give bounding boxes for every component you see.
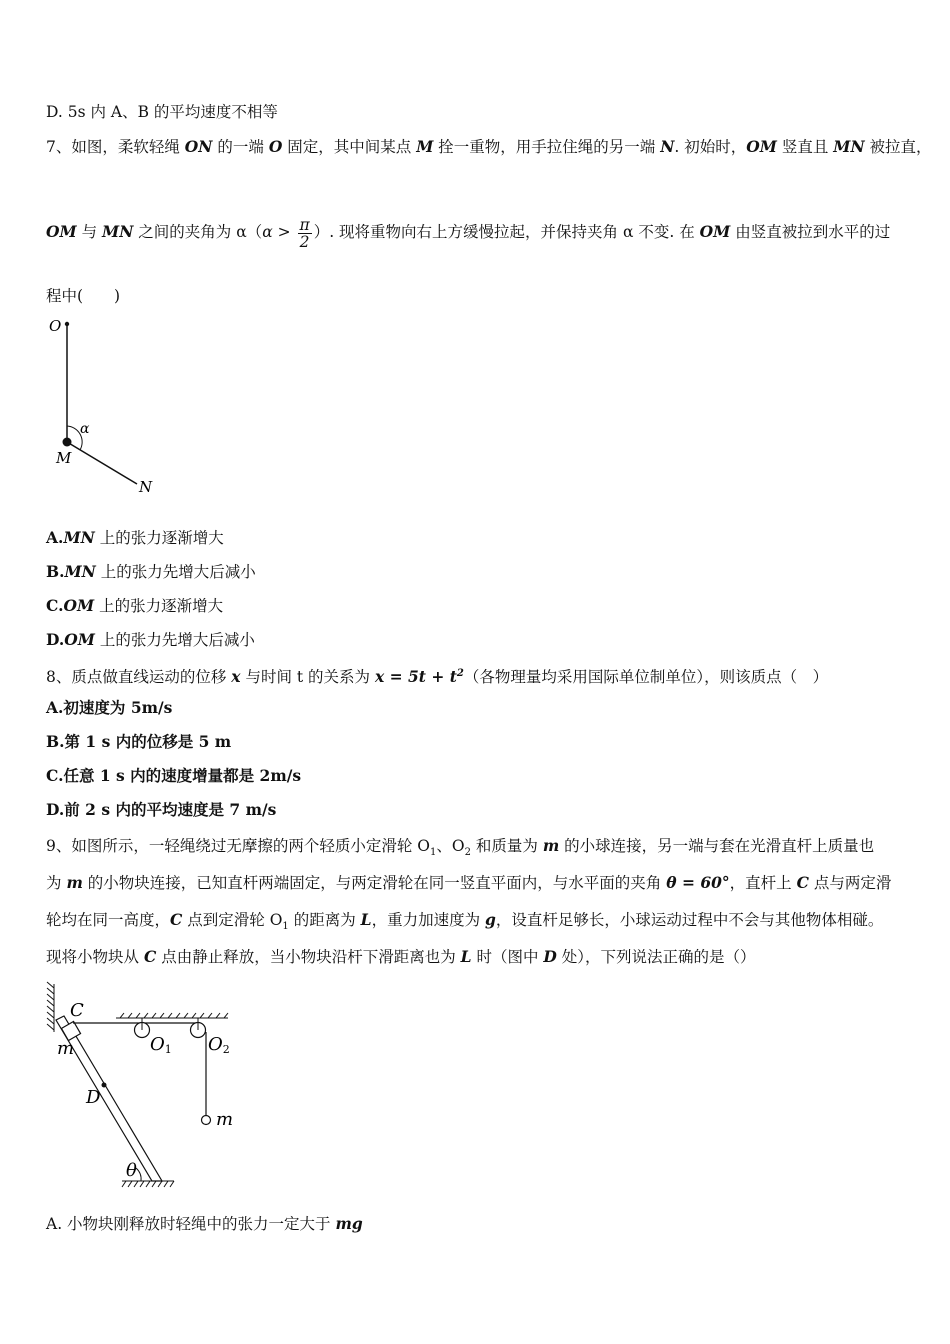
text: 固定，其中间某点 [282,138,417,156]
option-var: OM [64,630,95,649]
option-text: 上的张力先增大后减小 [94,631,255,649]
var-d: D [543,947,557,966]
text: 7、如图，柔软轻绳 [46,138,185,156]
text: 9、如图所示，一轻绳绕过无摩擦的两个轻质小定滑轮 O [46,837,430,855]
var-l: L [460,947,472,966]
q8-option-d [46,800,276,820]
var-c: C [170,910,183,929]
text: 时（图中 [471,948,544,966]
text: 点到定滑轮 O [182,911,283,929]
var-l: L [360,910,372,929]
label-theta: θ [126,1160,137,1181]
q8-option-b [46,732,231,752]
label-c: C [70,1000,84,1021]
q8-stem [46,664,828,687]
var-m: m [542,836,560,855]
var-theta: θ = 60° [666,873,730,892]
q9-figure [40,980,240,1195]
option-key: B. [46,562,65,581]
var-m: M [416,137,434,156]
var-g: g [485,910,496,929]
text: ，设直杆足够长，小球运动过程中不会与其他物体相碰。 [495,911,884,929]
label-o1-letter: O [150,1034,165,1055]
ceiling-hatch [116,1013,228,1018]
var-mn: MN [102,222,134,241]
text: 竖直且 [776,138,834,156]
text: 、O [436,837,465,855]
label-o2 [208,1034,230,1056]
option-text: 上的张力逐渐增大 [94,529,224,547]
option-var: MN [64,562,96,581]
ball-m [202,1116,211,1125]
var-alpha: α [262,223,273,241]
label-m-ball: m [216,1109,234,1130]
label-o1 [150,1034,172,1056]
q7-option-d [46,630,255,650]
sub: 2 [464,847,471,859]
text: 的小物块连接，已知直杆两端固定，与两定滑轮在同一竖直平面内，与水平面的夹角 [82,874,667,892]
label-alpha: α [80,421,90,437]
var-x: x [231,667,241,687]
q7-option-a [46,528,224,548]
option-text: B.第 1 s 内的位移是 5 m [46,732,232,751]
text: 被拉直， [864,138,932,156]
text: 轮均在同一高度， [46,911,171,929]
text: 和质量为 [470,837,543,855]
sub: 1 [282,921,289,933]
label-m-block: m [57,1038,75,1059]
var-om: OM [46,222,77,241]
var-om: OM [746,137,777,156]
q9-option-a [46,1214,363,1234]
q7-stem-line2 [46,212,890,252]
q9-stem-line3 [46,910,883,937]
option-key: A. [46,528,64,547]
option-text: C.任意 1 s 内的速度增量都是 2m/s [46,766,302,785]
text: 的距离为 [288,911,361,929]
label-n: N [139,478,153,496]
q8-option-a [46,698,172,718]
var-m: m [66,873,83,892]
q7-figure [40,312,170,502]
text: 的小球连接，另一端与套在光滑直杆上质量也 [559,837,875,855]
numerator: π [299,215,310,234]
ground-hatch [122,1181,174,1187]
equation: x = 5t + t [374,667,457,687]
var-o: O [268,137,283,156]
text: 8、质点做直线运动的位移 [46,668,232,687]
q6-option-d-text: D. 5s 内 A、B 的平均速度不相等 [46,103,278,121]
point-m-weight [63,438,72,447]
label-m: M [56,449,72,467]
pi-over-2-fraction [298,217,312,250]
text: ，重力加速度为 [371,911,485,929]
var-c: C [796,873,809,892]
point-d [102,1083,107,1088]
var-om: OM [699,222,731,241]
q9-stem-line4 [46,947,756,967]
text: . 初始时， [674,138,747,156]
label-d: D [86,1087,101,1108]
text: ）. 现将重物向右上方缓慢拉起，并保持夹角 α 不变. 在 [313,223,700,241]
var-mn: MN [833,137,865,156]
var-n: N [660,137,675,156]
text: 点由静止释放，当小物块沿杆下滑距离也为 [156,948,461,966]
label-o: O [49,317,62,335]
q6-option-d [46,102,278,122]
text: 与时间 t 的关系为 [240,668,375,687]
var-on: ON [184,137,213,156]
text: 之间的夹角为 α（ [133,223,263,241]
text: ，直杆上 [729,874,797,892]
var-c: C [143,947,157,966]
label-o1-sub: 1 [164,1043,172,1056]
q9-stem-line1 [46,836,874,863]
text: 由竖直被拉到水平的过 [730,223,891,241]
equation-exponent: 2 [456,668,464,679]
label-o2-sub: 2 [222,1043,230,1056]
option-key: C. [46,596,64,615]
text: 拴一重物，用手拉住绳的另一端 [433,138,661,156]
text: > [272,223,296,241]
option-text: A. 小物块刚释放时轻绳中的张力一定大于 [46,1215,336,1233]
option-text: A.初速度为 5m/s [46,698,173,717]
option-text: 上的张力先增大后减小 [95,563,256,581]
var-mg: mg [335,1214,363,1233]
label-o2-letter: O [208,1034,223,1055]
text: 点与两定滑 [808,874,892,892]
q7-option-c [46,596,223,616]
option-text: 上的张力逐渐增大 [94,597,224,615]
text: 与 [76,223,103,241]
option-var: MN [63,528,95,547]
text: 现将小物块从 [46,948,144,966]
q9-stem-line2 [46,873,891,893]
q7-stem-line1 [46,137,932,157]
text: （各物理量均采用国际单位制单位），则该质点（ ） [463,668,829,687]
wall-hatch [47,982,54,1032]
rope-mn [67,442,137,484]
point-o [65,322,69,326]
text: 程中( ) [46,287,121,305]
option-var: OM [63,596,95,615]
sub: 1 [430,847,437,859]
text: 的一端 [212,138,269,156]
text: 为 [46,874,67,892]
q8-option-c [46,766,301,786]
denominator: 2 [299,232,310,251]
q7-option-b [46,562,256,582]
text: 处），下列说法正确的是（） [556,948,756,966]
option-key: D. [46,630,65,649]
q7-stem-line3 [46,286,120,306]
option-text: D.前 2 s 内的平均速度是 7 m/s [46,800,277,819]
